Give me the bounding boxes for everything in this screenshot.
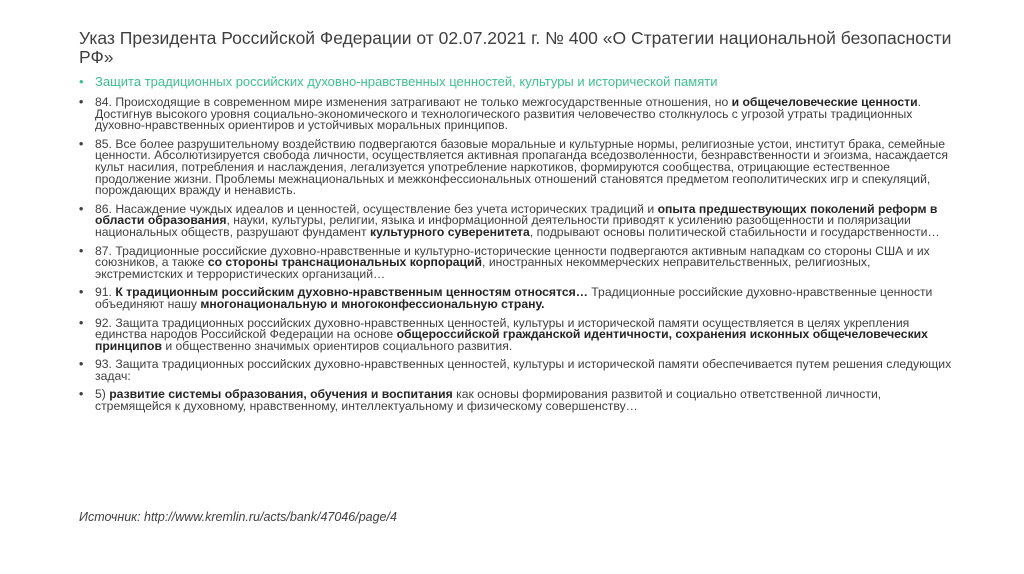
- list-item: [79, 389, 959, 412]
- body-text: 93. Защита традиционных российских духовно-нравственных ценностей, культуры и исторической памяти обеспечивается путем решения следующих задач:: [95, 357, 952, 383]
- bullet-icon: •: [79, 95, 84, 109]
- body-text: 84. Происходящие в современном мире изменения затрагивают не только межгосударственные отношения, но: [95, 95, 732, 109]
- slide-title: Указ Президента Российской Федерации от 02.07.2021 г. № 400 «О Стратегии национальной безопасности РФ»: [79, 28, 952, 67]
- bullet-icon: •: [79, 285, 84, 300]
- body-text: 91.: [95, 285, 116, 300]
- body-text: , подрывают основы политической стабильности и государственности…: [529, 224, 940, 239]
- subtitle-text: Защита традиционных российских духовно-нравственных ценностей, культуры и исторической памяти: [95, 74, 718, 89]
- emphasis-text: и общечеловеческие ценности: [731, 95, 918, 109]
- body-text: , науки, культуры, религии, языка и информационной деятельности приводят к усилению разобщенности и поляризации национальных обществ, разрушают фундамент: [95, 213, 911, 239]
- emphasis-text: культурного суверенитета: [369, 224, 530, 239]
- body-text: 86. Насаждение чуждых идеалов и ценностей, осуществление без учета исторических традиций и: [95, 201, 658, 216]
- emphasis-text: опыта предшествующих поколений реформ в области образования: [95, 201, 938, 228]
- body-text: как основы формирования развитой и социально ответственной личности, стремящейся к духовному, нравственному, интеллектуальному и физическому совершенству…: [95, 387, 882, 414]
- bullet-icon: •: [79, 136, 84, 151]
- body-text: и общественно значимых ориентиров социального развития.: [161, 338, 513, 353]
- bullet-icon: •: [79, 387, 84, 402]
- list-item: [79, 243, 959, 281]
- body-text: Традиционные российские духовно-нравственные ценности объединяют нашу: [95, 285, 933, 311]
- body-text: 87. Традиционные российские духовно-нравственные и культурно-исторические ценности подвергаются активным нападкам со стороны США и их союзников, а также: [95, 243, 930, 270]
- emphasis-text: со стороны транснациональных корпораций: [207, 255, 483, 270]
- source-citation: Источник: http://www.kremlin.ru/acts/bank/47046/page/4: [79, 510, 397, 524]
- slide-subtitle: [79, 74, 995, 89]
- emphasis-text: К традиционным российским духовно-нравственным ценностям относятся…: [115, 285, 588, 300]
- bullet-icon: •: [79, 74, 84, 89]
- bullet-icon: •: [79, 243, 84, 258]
- list-item: [79, 287, 959, 310]
- list-item: [79, 359, 959, 382]
- list-item: [79, 315, 959, 353]
- list-item: [79, 136, 959, 198]
- bullet-icon: •: [79, 201, 84, 216]
- list-item: [79, 97, 959, 132]
- body-text: 5): [95, 387, 110, 402]
- emphasis-text: общероссийской гражданской идентичности, сохранения исконных общечеловеческих принципов: [95, 327, 928, 353]
- emphasis-text: развитие системы образования, обучения и воспитания: [109, 387, 453, 402]
- body-text: 92. Защита традиционных российских духовно-нравственных ценностей, культуры и исторической памяти осуществляется в целях укрепления единства народов Российской Федерации на основе: [95, 315, 910, 342]
- bullet-icon: •: [79, 315, 84, 330]
- body-text: 85. Все более разрушительному воздействию подвергаются базовые моральные и культурные нормы, религиозные устои, институт брака, семейные ценности. Абсолютизируется свобода личности, осуществляется активная пропаганда вседозволенности, безнравственности и эгоизма, насаждается культ насилия, потребления и наслаждения, легализуется употребление наркотиков, формируются сообщества, отрицающие естественное продолжение жизни. Проблемы межнациональных и межконфессиональных отношений становятся предметом геополитических игр и спекуляций, порождающих вражду и ненависть.: [95, 136, 948, 198]
- body-text: . Достигнув высокого уровня социально-экономического и технологического развития человечество столкнулось с угрозой утраты традиционных духовно-нравственных ориентиров и устойчивых моральных принципов.: [95, 95, 922, 133]
- bullet-icon: •: [79, 357, 84, 372]
- emphasis-text: многонациональную и многоконфессиональную страну.: [200, 296, 545, 311]
- excerpt-list: [79, 97, 959, 420]
- list-item: [79, 201, 959, 239]
- body-text: , иностранных некоммерческих неправительственных, религиозных, экстремистских и террористических организаций…: [95, 255, 871, 281]
